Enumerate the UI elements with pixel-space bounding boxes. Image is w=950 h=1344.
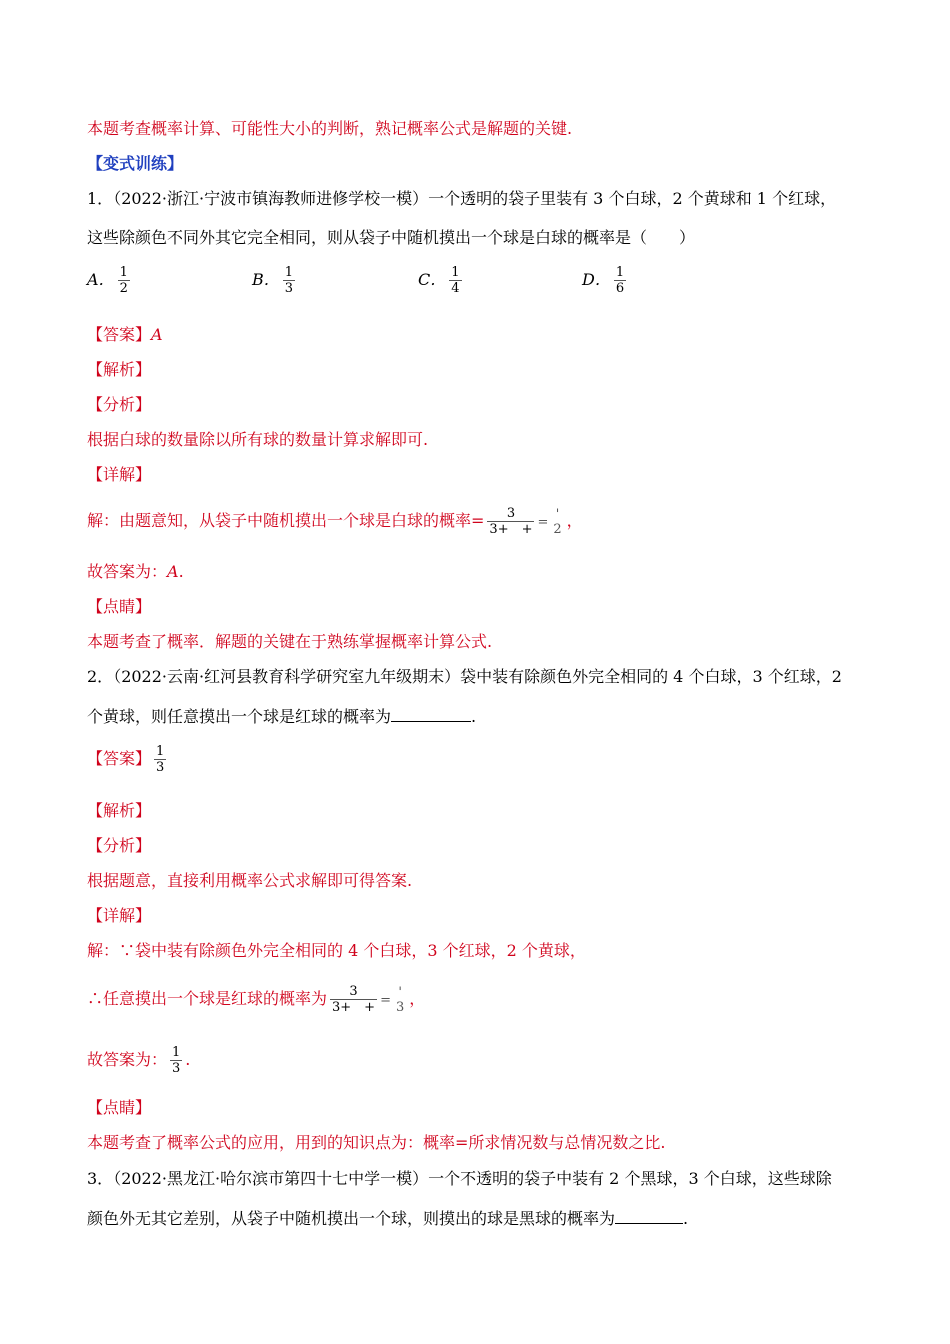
q3-text1: 一个不透明的袋子中装有 2 个黑球，3 个白球，这些球除 — [428, 1169, 832, 1188]
option-letter: D． — [582, 270, 611, 289]
option-fraction: $\frac{1}{3}$ — [284, 265, 294, 296]
q3-answer-blank[interactable] — [615, 1207, 683, 1224]
q3-text2-end: . — [683, 1209, 689, 1228]
q1-fenxi: 【分析】 — [87, 395, 152, 414]
q1-jiexi: 【解析】 — [87, 360, 152, 379]
q2-fenxi: 【分析】 — [87, 836, 152, 855]
detail-equals: = — [537, 515, 549, 530]
option-fraction: $\frac{1}{6}$ — [615, 265, 625, 296]
q2-fenxi-text: 根据题意，直接利用概率公式求解即可得答案. — [87, 871, 413, 890]
detail-fraction: $\frac{3}{3+ +}$ — [489, 506, 533, 537]
q2-detail1: 解：∵袋中装有除颜色外完全相同的 4 个白球，3 个红球，2 个黄球， — [87, 941, 586, 960]
answer-label: 【答案】 — [87, 325, 152, 344]
q1-dianjing-text: 本题考查了概率．解题的关键在于熟练掌握概率计算公式. — [87, 632, 493, 651]
q3-source: （2022·黑龙江·哈尔滨市第四十七中学一模） — [113, 1169, 429, 1188]
q2-dianjing: 【点睛】 — [87, 1098, 152, 1117]
q2-detail2 — [87, 984, 425, 1015]
q2-answer — [87, 744, 169, 775]
detail-suffix: ， — [409, 989, 426, 1008]
detail-result-fraction: ' 2 — [553, 506, 562, 537]
q1-final — [87, 561, 184, 583]
final-end: . — [178, 562, 184, 581]
q1-line2: 这些除颜色不同外其它完全相同，则从袋子中随机摸出一个球是白球的概率是（ ） — [87, 228, 696, 247]
q3-line1 — [87, 1168, 832, 1190]
q1-option-b[interactable] — [252, 265, 298, 296]
q2-jiexi: 【解析】 — [87, 801, 152, 820]
answer-fraction: $\frac{1}{3}$ — [156, 744, 165, 775]
detail-result-fraction: ' 3 — [395, 984, 405, 1015]
section-title: 【变式训练】 — [87, 154, 184, 173]
final-end: . — [185, 1050, 191, 1069]
q2-xiangjie: 【详解】 — [87, 906, 152, 925]
option-letter: B． — [252, 270, 280, 289]
detail-equals: = — [380, 993, 391, 1008]
q2-text2: 个黄球，则任意摸出一个球是红球的概率为 — [87, 707, 392, 726]
q1-source: （2022·浙江·宁波市镇海教师进修学校一模） — [113, 189, 429, 208]
q2-source: （2022·云南·红河县教育科学研究室九年级期末） — [113, 667, 461, 686]
q1-option-d[interactable] — [582, 265, 629, 296]
final-label: 故答案为： — [87, 1050, 168, 1069]
q1-dianjing: 【点睛】 — [87, 597, 152, 616]
q1-line1 — [87, 188, 836, 210]
final-fraction: $\frac{1}{3}$ — [172, 1045, 181, 1076]
detail-prefix: 解：由题意知，从袋子中随机摸出一个球是白球的概率= — [87, 511, 485, 530]
final-answer: A — [167, 562, 179, 581]
option-letter: A． — [87, 270, 115, 289]
q3-line2 — [87, 1207, 688, 1230]
q2-line2 — [87, 705, 476, 728]
q3-text2: 颜色外无其它差别，从袋子中随机摸出一个球，则摸出的球是黑球的概率为 — [87, 1209, 616, 1228]
q2-final — [87, 1045, 190, 1076]
q1-detail — [87, 506, 583, 537]
answer-label: 【答案】 — [87, 749, 152, 768]
q1-xiangjie: 【详解】 — [87, 465, 152, 484]
detail-suffix: ， — [566, 511, 583, 530]
q2-dianjing-text: 本题考查了概率公式的应用，用到的知识点为：概率=所求情况数与总情况数之比. — [87, 1133, 666, 1152]
intro-text: 本题考查概率计算、可能性大小的判断，熟记概率公式是解题的关键. — [87, 119, 573, 138]
q2-answer-blank[interactable] — [391, 705, 471, 722]
detail-fraction: $\frac{3}{3+ +}$ — [332, 984, 376, 1015]
q2-line1 — [87, 666, 842, 688]
q1-number: 1． — [87, 189, 114, 208]
option-letter: C． — [418, 270, 447, 289]
q1-fenxi-text: 根据白球的数量除以所有球的数量计算求解即可. — [87, 430, 429, 449]
option-fraction: $\frac{1}{2}$ — [119, 265, 128, 296]
q2-text1: 袋中装有除颜色外完全相同的 4 个白球，3 个红球，2 — [460, 667, 842, 686]
q2-text2-end: . — [471, 707, 477, 726]
q1-option-a[interactable] — [87, 265, 133, 296]
answer-value: A — [151, 325, 163, 344]
q1-text1: 一个透明的袋子里装有 3 个白球，2 个黄球和 1 个红球， — [428, 189, 837, 208]
q3-number: 3． — [87, 1169, 114, 1188]
final-label: 故答案为： — [87, 562, 168, 581]
q2-number: 2． — [87, 667, 114, 686]
detail-prefix: ∴任意摸出一个球是红球的概率为 — [87, 989, 328, 1008]
option-fraction: $\frac{1}{4}$ — [451, 265, 460, 296]
q1-option-c[interactable] — [418, 265, 465, 296]
q1-answer — [87, 324, 163, 346]
